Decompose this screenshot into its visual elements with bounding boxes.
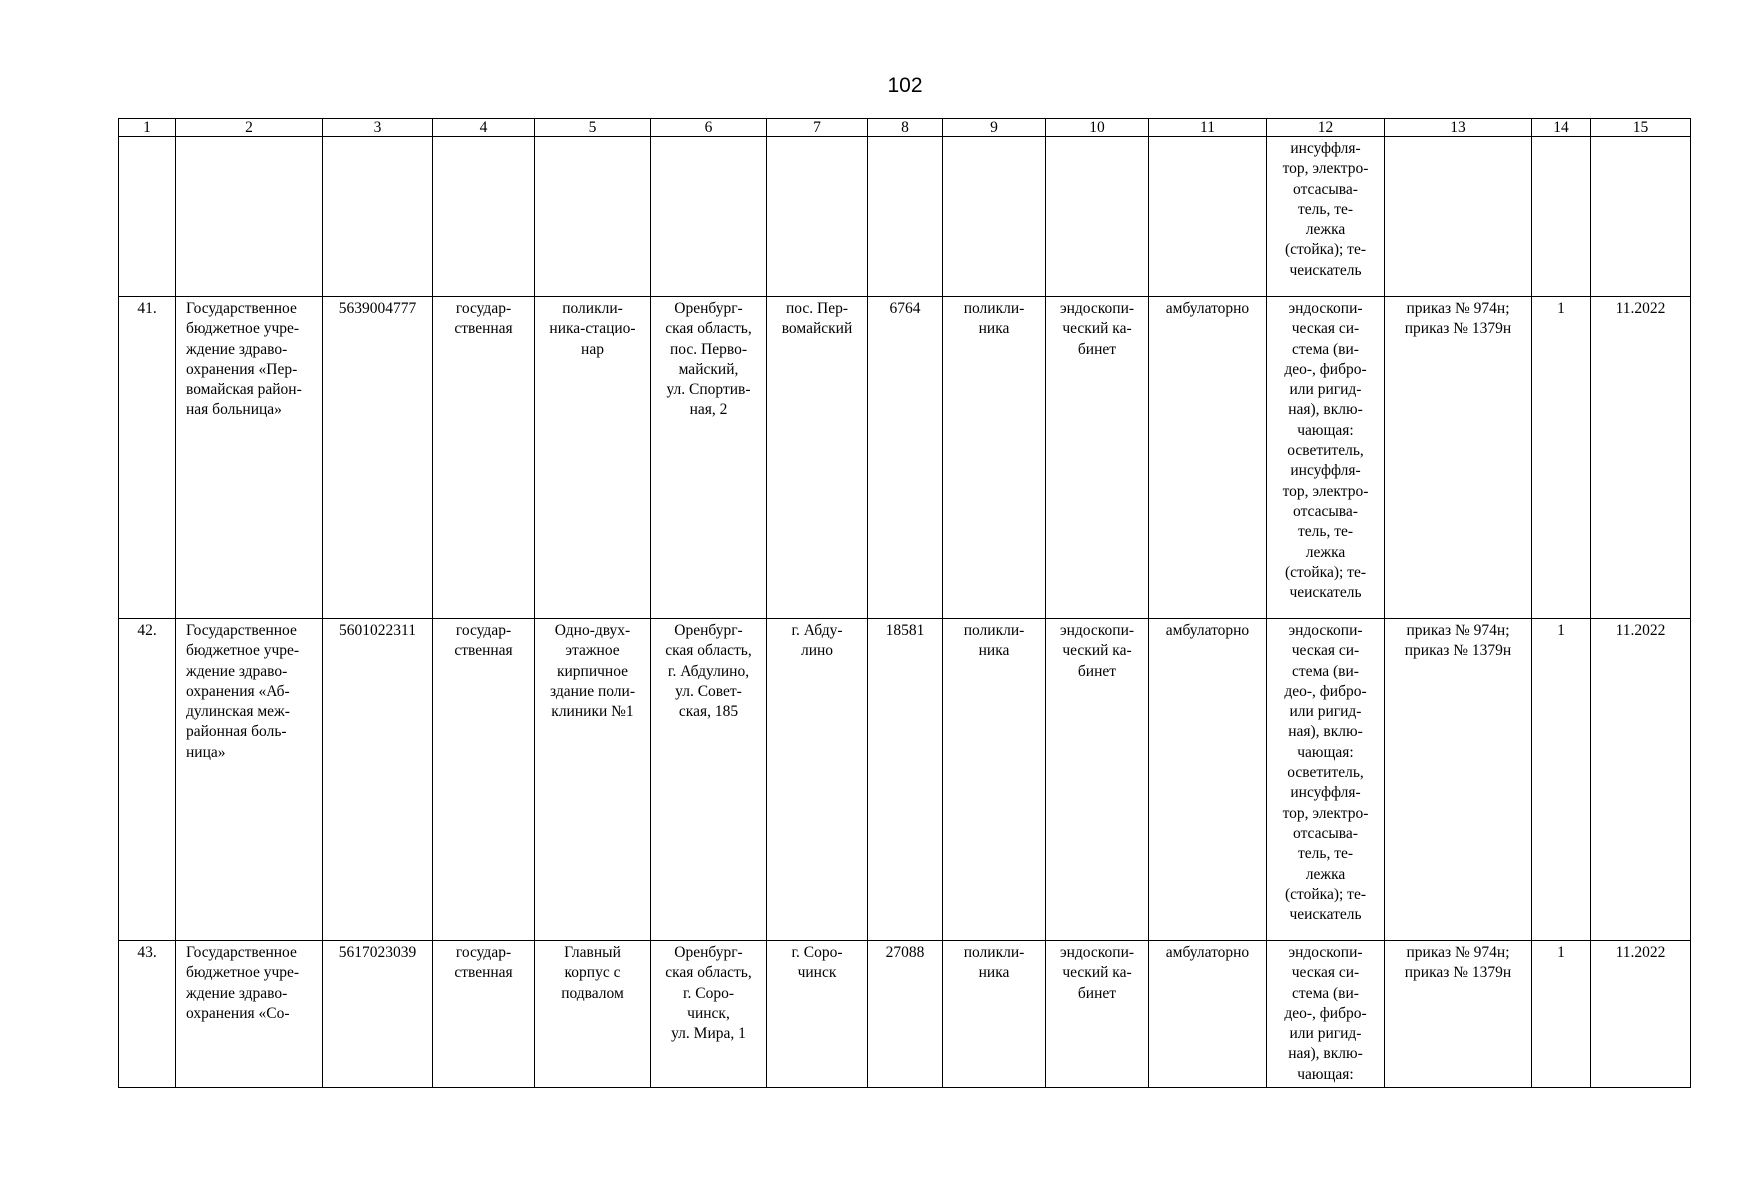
table-cell-col-13 <box>1385 137 1532 297</box>
cell-line: подвалом <box>561 984 624 1002</box>
table-cell-col-4 <box>433 297 535 619</box>
cell-line: ная), вклю- <box>1288 401 1363 419</box>
cell-line: стема (ви- <box>1292 984 1359 1002</box>
table-cell-col-15 <box>1591 297 1691 619</box>
cell-line: инсуффля- <box>1290 462 1361 480</box>
column-header-12: 12 <box>1267 119 1385 137</box>
cell-line: ская область, <box>665 320 752 338</box>
table-cell-col-5 <box>535 137 651 297</box>
table-cell-col-4 <box>433 137 535 297</box>
cell-line: ная, 2 <box>689 401 728 419</box>
table-cell-col-8 <box>868 619 943 941</box>
cell-line: эндоскопи- <box>1059 300 1135 317</box>
table-cell-col-9 <box>943 941 1046 1088</box>
table-cell-col-5 <box>535 941 651 1088</box>
cell-line: поликли- <box>963 300 1025 317</box>
page-number: 102 <box>887 74 923 97</box>
cell-line: ждение здраво- <box>186 984 288 1002</box>
cell-line: тор, электро- <box>1282 160 1369 178</box>
cell-line: ника <box>978 964 1010 982</box>
table-row <box>119 619 1691 941</box>
column-header-3: 3 <box>323 119 433 137</box>
cell-line: ная), вклю- <box>1288 1045 1363 1063</box>
cell-line: чеискатель <box>1289 584 1362 602</box>
cell-line: Оренбург- <box>674 944 743 961</box>
column-header-8: 8 <box>868 119 943 137</box>
cell-line: чающая: <box>1297 421 1354 439</box>
table-cell-col-9 <box>943 137 1046 297</box>
table-cell-col-13 <box>1385 297 1532 619</box>
table-cell-col-12 <box>1267 137 1385 297</box>
cell-line: эндоскопи- <box>1288 622 1363 639</box>
table-cell-col-14 <box>1532 941 1591 1088</box>
cell-line: приказ № 974н; <box>1406 622 1510 639</box>
table-cell-col-11 <box>1149 297 1267 619</box>
cell-line: ская область, <box>665 964 752 982</box>
table-cell-col-2 <box>176 137 323 297</box>
cell-line: 43. <box>137 944 157 961</box>
cell-line: 11.2022 <box>1615 622 1666 639</box>
cell-line: део-, фибро- <box>1284 360 1367 378</box>
cell-line: (стойка); те- <box>1285 563 1366 581</box>
cell-line: чеискатель <box>1289 261 1362 279</box>
cell-line: вомайский <box>781 320 853 338</box>
table-cell-col-7 <box>767 297 868 619</box>
cell-line: 41. <box>137 300 157 317</box>
cell-line: эндоскопи- <box>1288 300 1363 317</box>
cell-line: ческая си- <box>1291 964 1360 982</box>
cell-line: г. Абду- <box>791 622 843 639</box>
cell-line: отсасыва- <box>1293 180 1358 198</box>
cell-line: 18581 <box>885 622 925 639</box>
table-cell-col-15 <box>1591 137 1691 297</box>
table-cell-col-14 <box>1532 137 1591 297</box>
cell-line: пос. Пер- <box>785 300 849 317</box>
table-cell-col-1 <box>119 137 176 297</box>
table-cell-col-4 <box>433 619 535 941</box>
column-header-13: 13 <box>1385 119 1532 137</box>
cell-line: ская область, <box>665 642 752 660</box>
cell-line: 1 <box>1557 622 1565 639</box>
cell-line: чинск, <box>687 1004 730 1022</box>
cell-line: 5617023039 <box>338 944 417 961</box>
cell-line: осветитель, <box>1287 764 1364 782</box>
cell-line: государ- <box>455 300 512 317</box>
table-cell-col-3 <box>323 297 433 619</box>
cell-line: бюджетное учре- <box>186 642 300 660</box>
cell-line: лежка <box>1305 221 1346 239</box>
column-header-2: 2 <box>176 119 323 137</box>
cell-line: поликли- <box>963 622 1025 639</box>
cell-line: 5601022311 <box>339 622 416 639</box>
cell-line: 11.2022 <box>1615 300 1666 317</box>
cell-line: эндоскопи- <box>1288 944 1363 961</box>
table-cell-col-1 <box>119 941 176 1088</box>
cell-line: Государственное <box>186 944 297 961</box>
cell-line: ул. Мира, 1 <box>671 1025 746 1043</box>
table-cell-col-1 <box>119 619 176 941</box>
cell-line: поликли- <box>963 944 1025 961</box>
table-cell-col-2 <box>176 619 323 941</box>
column-header-7: 7 <box>767 119 868 137</box>
cell-line: приказ № 974н; <box>1406 300 1510 317</box>
cell-line: приказ № 1379н <box>1404 320 1512 338</box>
cell-line: бюджетное учре- <box>186 964 300 982</box>
cell-line: инсуффля- <box>1290 784 1361 802</box>
table-cell-col-9 <box>943 297 1046 619</box>
cell-line: инсуффля- <box>1290 140 1361 157</box>
column-header-10: 10 <box>1046 119 1149 137</box>
cell-line: ника-стацио- <box>549 320 636 338</box>
cell-line: стема (ви- <box>1292 340 1359 358</box>
cell-line: эндоскопи- <box>1059 944 1135 961</box>
cell-line: приказ № 1379н <box>1404 964 1512 982</box>
table-row <box>119 297 1691 619</box>
cell-line: чающая: <box>1297 1065 1354 1083</box>
table-cell-col-5 <box>535 619 651 941</box>
table-cell-col-12 <box>1267 297 1385 619</box>
table-cell-col-7 <box>767 619 868 941</box>
cell-line: корпус с <box>564 964 621 982</box>
cell-line: Оренбург- <box>674 622 743 639</box>
cell-line: осветитель, <box>1287 442 1364 460</box>
cell-line: ская, 185 <box>678 703 739 721</box>
table-cell-col-8 <box>868 941 943 1088</box>
cell-line: ческий ка- <box>1062 964 1132 982</box>
cell-line: 1 <box>1557 300 1565 317</box>
cell-line: амбулаторно <box>1165 300 1250 317</box>
cell-line: охранения «Пер- <box>186 360 298 378</box>
table-cell-col-7 <box>767 137 868 297</box>
cell-line: чинск <box>797 964 837 982</box>
cell-line: охранения «Аб- <box>186 682 290 700</box>
table-cell-col-6 <box>651 137 767 297</box>
table-cell-col-6 <box>651 941 767 1088</box>
column-header-15: 15 <box>1591 119 1691 137</box>
cell-line: Главный <box>564 944 621 961</box>
cell-line: чающая: <box>1297 743 1354 761</box>
cell-line: бинет <box>1077 340 1117 358</box>
cell-line: г. Абдулино, <box>667 662 750 680</box>
cell-line: лежка <box>1305 865 1346 883</box>
cell-line: этажное <box>565 642 620 660</box>
table-cell-col-8 <box>868 297 943 619</box>
cell-line: ника <box>978 642 1010 660</box>
cell-line: дулинская меж- <box>186 703 290 721</box>
cell-line: 11.2022 <box>1615 944 1666 961</box>
cell-line: отсасыва- <box>1293 502 1358 520</box>
registry-table <box>118 118 1691 1088</box>
table-cell-col-15 <box>1591 941 1691 1088</box>
table-cell-col-12 <box>1267 941 1385 1088</box>
column-header-4: 4 <box>433 119 535 137</box>
table-cell-col-11 <box>1149 619 1267 941</box>
table-cell-col-2 <box>176 941 323 1088</box>
cell-line: стема (ви- <box>1292 662 1359 680</box>
table-cell-col-1 <box>119 297 176 619</box>
cell-line: ул. Совет- <box>675 682 742 700</box>
cell-line: ческая си- <box>1291 642 1360 660</box>
cell-line: поликли- <box>562 300 623 317</box>
cell-line: или ригид- <box>1289 1025 1362 1043</box>
cell-line: 42. <box>137 622 157 639</box>
cell-line: майский, <box>678 360 739 378</box>
cell-line: тор, электро- <box>1282 804 1369 822</box>
cell-line: тель, те- <box>1297 523 1354 541</box>
cell-line: чеискатель <box>1289 906 1362 924</box>
table-cell-col-6 <box>651 297 767 619</box>
cell-line: 27088 <box>885 944 925 961</box>
cell-line: 6764 <box>889 300 921 317</box>
table-cell-col-13 <box>1385 941 1532 1088</box>
cell-line: (стойка); те- <box>1285 885 1366 903</box>
cell-line: ная больница» <box>186 401 282 419</box>
table-row <box>119 941 1691 1088</box>
table-row <box>119 137 1691 297</box>
cell-line: или ригид- <box>1289 381 1362 399</box>
table-cell-col-4 <box>433 941 535 1088</box>
column-header-11: 11 <box>1149 119 1267 137</box>
cell-line: тор, электро- <box>1282 482 1369 500</box>
cell-line: Оренбург- <box>674 300 743 317</box>
table-cell-col-14 <box>1532 297 1591 619</box>
table-cell-col-12 <box>1267 619 1385 941</box>
cell-line: государ- <box>455 622 512 639</box>
cell-line: ул. Спортив- <box>666 381 751 399</box>
cell-line: Государственное <box>186 300 297 317</box>
cell-line: ждение здраво- <box>186 662 288 680</box>
table-cell-col-9 <box>943 619 1046 941</box>
table-cell-col-10 <box>1046 137 1149 297</box>
column-header-14: 14 <box>1532 119 1591 137</box>
column-header-5: 5 <box>535 119 651 137</box>
cell-line: ческий ка- <box>1062 642 1132 660</box>
table-cell-col-14 <box>1532 619 1591 941</box>
cell-line: вомайская район- <box>186 381 302 399</box>
cell-line: 1 <box>1557 944 1565 961</box>
cell-line: лино <box>800 642 834 660</box>
table-cell-col-6 <box>651 619 767 941</box>
table-cell-col-8 <box>868 137 943 297</box>
cell-line: Государственное <box>186 622 297 639</box>
cell-line: (стойка); те- <box>1285 241 1366 259</box>
table-cell-col-10 <box>1046 941 1149 1088</box>
table-cell-col-11 <box>1149 137 1267 297</box>
cell-line: ческий ка- <box>1062 320 1132 338</box>
cell-line: охранения «Со- <box>186 1004 290 1022</box>
cell-line: эндоскопи- <box>1059 622 1135 639</box>
table-cell-col-15 <box>1591 619 1691 941</box>
cell-line: г. Соро- <box>791 944 843 961</box>
table-cell-col-2 <box>176 297 323 619</box>
table-cell-col-3 <box>323 619 433 941</box>
cell-line: ница» <box>186 743 226 761</box>
cell-line: део-, фибро- <box>1284 682 1367 700</box>
column-header-1: 1 <box>119 119 176 137</box>
table-header-row <box>119 119 1691 137</box>
cell-line: амбулаторно <box>1165 944 1250 961</box>
cell-line: отсасыва- <box>1293 824 1358 842</box>
cell-line: тель, те- <box>1297 845 1354 863</box>
table-cell-col-7 <box>767 941 868 1088</box>
table-cell-col-5 <box>535 297 651 619</box>
column-header-9: 9 <box>943 119 1046 137</box>
cell-line: бинет <box>1077 662 1117 680</box>
cell-line: лежка <box>1305 543 1346 561</box>
cell-line: ственная <box>454 320 513 338</box>
cell-line: ная), вклю- <box>1288 723 1363 741</box>
cell-line: ника <box>978 320 1010 338</box>
cell-line: ственная <box>454 964 513 982</box>
cell-line: государ- <box>455 944 512 961</box>
cell-line: део-, фибро- <box>1284 1004 1367 1022</box>
cell-line: приказ № 1379н <box>1404 642 1512 660</box>
cell-line: 5639004777 <box>338 300 417 317</box>
table-cell-col-3 <box>323 941 433 1088</box>
cell-line: бинет <box>1077 984 1117 1002</box>
cell-line: ждение здраво- <box>186 340 288 358</box>
column-header-6: 6 <box>651 119 767 137</box>
cell-line: г. Соро- <box>682 984 735 1002</box>
cell-line: приказ № 974н; <box>1406 944 1510 961</box>
cell-line: бюджетное учре- <box>186 320 300 338</box>
cell-line: амбулаторно <box>1165 622 1250 639</box>
table-cell-col-3 <box>323 137 433 297</box>
cell-line: клиники №1 <box>551 703 634 721</box>
table-cell-col-10 <box>1046 297 1149 619</box>
cell-line: или ригид- <box>1289 703 1362 721</box>
cell-line: ческая си- <box>1291 320 1360 338</box>
table-cell-col-11 <box>1149 941 1267 1088</box>
cell-line: ственная <box>454 642 513 660</box>
table-cell-col-13 <box>1385 619 1532 941</box>
table-body <box>119 119 1691 1088</box>
table-cell-col-10 <box>1046 619 1149 941</box>
cell-line: кирпичное <box>556 662 629 680</box>
cell-line: пос. Перво- <box>669 340 747 358</box>
cell-line: районная боль- <box>186 723 287 741</box>
cell-line: Одно-двух- <box>554 622 631 639</box>
cell-line: нар <box>581 340 604 358</box>
cell-line: тель, те- <box>1297 200 1354 218</box>
cell-line: здание поли- <box>550 682 635 700</box>
